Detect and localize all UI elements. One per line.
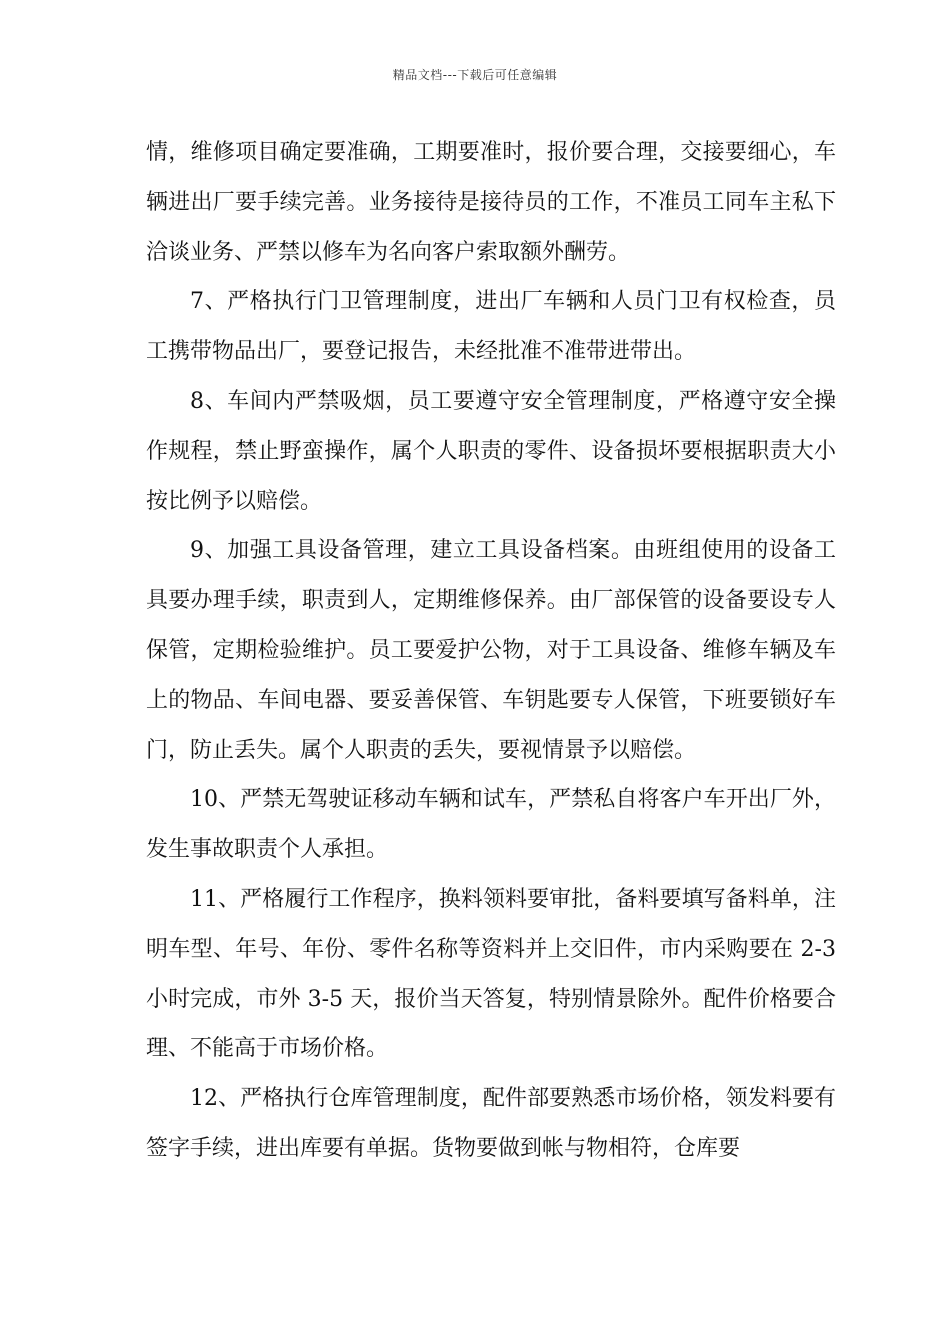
- paragraph-item-11: 11、严格履行工作程序，换料领料要审批，备料要填写备料单，注明车型、年号、年份、零件名称等资料并上交旧件，市内采购要在 2-3 小时完成，市外 3-5 天，报价当天答复，特别情景除外。配件价格要合理、不能高于市场价格。: [146, 886, 836, 1062]
- page-header: 精品文档---下载后可任意编辑: [392, 68, 558, 82]
- paragraph-item-9: 9、加强工具设备管理，建立工具设备档案。由班组使用的设备工具要办理手续，职责到人，定期维修保养。由厂部保管的设备要设专人保管，定期检验维护。员工要爱护公物，对于工具设备、维修车辆及车上的物品、车间电器、要妥善保管、车钥匙要专人保管，下班要锁好车门，防止丢失。属个人职责的丢失，要视情景予以赔偿。: [146, 538, 836, 763]
- paragraph-item-8: 8、车间内严禁吸烟，员工要遵守安全管理制度，严格遵守安全操作规程，禁止野蛮操作，属个人职责的零件、设备损坏要根据职责大小按比例予以赔偿。: [146, 388, 836, 514]
- paragraph-item-10: 10、严禁无驾驶证移动车辆和试车，严禁私自将客户车开出厂外，发生事故职责个人承担。: [146, 787, 836, 863]
- paragraph-continuation: 情，维修项目确定要准确，工期要准时，报价要合理，交接要细心，车辆进出厂要手续完善。业务接待是接待员的工作，不准员工同车主私下洽谈业务、严禁以修车为名向客户索取额外酬劳。: [146, 140, 836, 265]
- paragraph-item-7: 7、严格执行门卫管理制度，进出厂车辆和人员门卫有权检查，员工携带物品出厂，要登记报告，未经批准不准带进带出。: [146, 289, 836, 365]
- paragraph-item-12: 12、严格执行仓库管理制度，配件部要熟悉市场价格，领发料要有签字手续，进出库要有单据。货物要做到帐与物相符，仓库要: [146, 1086, 836, 1161]
- document-body: [146, 128, 836, 1174]
